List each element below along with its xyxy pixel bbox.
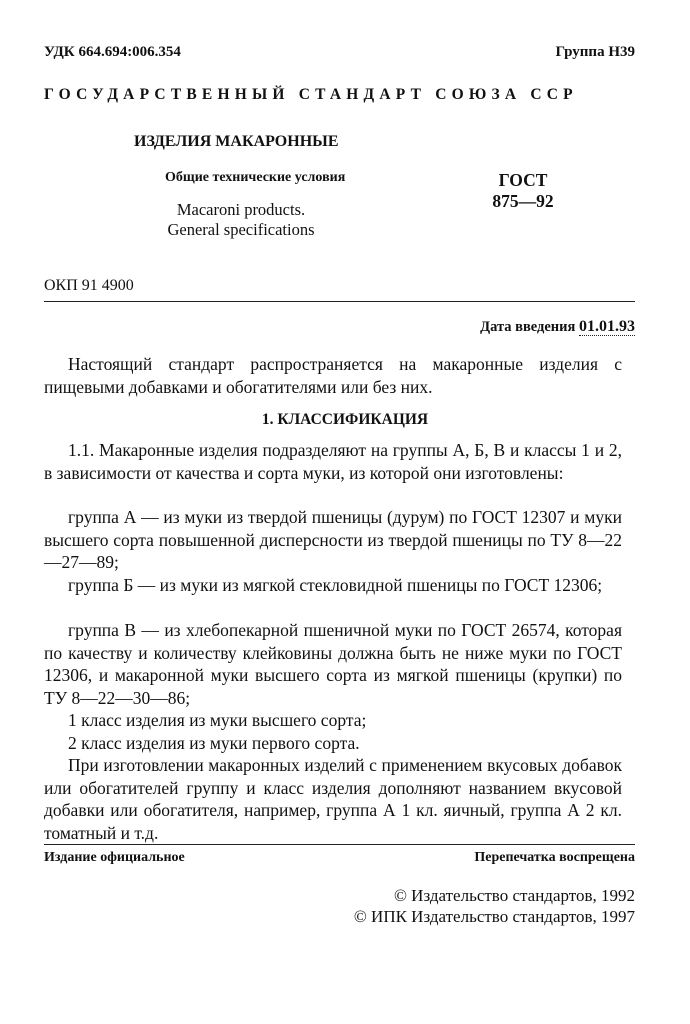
gost-number: 875—92 [492, 191, 554, 211]
class-1-line: 1 класс изделия из муки высшего сорта; [68, 710, 367, 730]
official-edition-label: Издание официальное [44, 850, 185, 865]
english-title [0, 200, 482, 240]
state-standard-banner: ГОСУДАРСТВЕННЫЙ СТАНДАРТ СОЮЗА ССР [44, 86, 578, 103]
document-title: ИЗДЕЛИЯ МАКАРОННЫЕ [134, 133, 339, 150]
copyright-1997: © ИПК Издательство стандартов, 1997 [353, 907, 635, 926]
english-title-line-2: General specifications [167, 220, 315, 239]
class-2-line: 2 класс изделия из муки первого сорта. [68, 733, 360, 753]
reprint-prohibited-label: Перепечатка воспрещена [474, 850, 635, 865]
clause-1-1: 1.1. Макаронные изделия подразделяют на группы А, Б, В и классы 1 и 2, в зависимости от качества и сорта муки, из которой они изготовлены: [44, 440, 622, 483]
group-a-paragraph: группа А — из муки из твердой пшеницы (дурум) по ГОСТ 12307 и муки высшего сорта повышенной дисперсности из твердой пшеницы по ТУ 8—22—27—89; [44, 507, 622, 572]
copyright-1992: © Издательство стандартов, 1992 [394, 886, 635, 905]
group-code: Группа Н39 [555, 44, 635, 60]
okp-code: ОКП 91 4900 [44, 277, 134, 294]
intro-date-value: 01.01.93 [579, 318, 635, 335]
english-title-line-1: Macaroni products. [176, 200, 306, 219]
scope-paragraph: Настоящий стандарт распространяется на макаронные изделия с пищевыми добавками и обогатителями или без них. [44, 354, 622, 397]
copyright-block [354, 885, 635, 927]
section-title: 1. КЛАССИФИКАЦИЯ [261, 411, 429, 428]
group-v-paragraph: группа В — из хлебопекарной пшеничной муки по ГОСТ 26574, которая по качеству и количеству клейковины должна быть не ниже муки по ГОСТ 12306, и макаронной муки высшего сорта из мягкой пшеницы (крупки) по ТУ 8—22—30—86; [44, 620, 622, 708]
gost-label: ГОСТ [498, 170, 548, 190]
group-b-paragraph: группа Б — из муки из мягкой стекловидной пшеницы по ГОСТ 12306; [68, 575, 603, 595]
document-subtitle: Общие технические условия [165, 170, 346, 185]
additives-paragraph: При изготовлении макаронных изделий с применением вкусовых добавок или обогатителей группу и класс изделия дополняют названием вкусовой добавки или обогатителя, например, группа А 1 кл. яичный, группа А 2 кл. томатный и т.д. [44, 755, 622, 843]
intro-date-label: Дата введения [480, 319, 576, 335]
footer-divider [44, 844, 635, 845]
udk-code: УДК 664.694:006.354 [44, 44, 181, 60]
intro-date [480, 318, 635, 336]
gost-designation [478, 170, 568, 212]
header-divider [44, 301, 635, 302]
